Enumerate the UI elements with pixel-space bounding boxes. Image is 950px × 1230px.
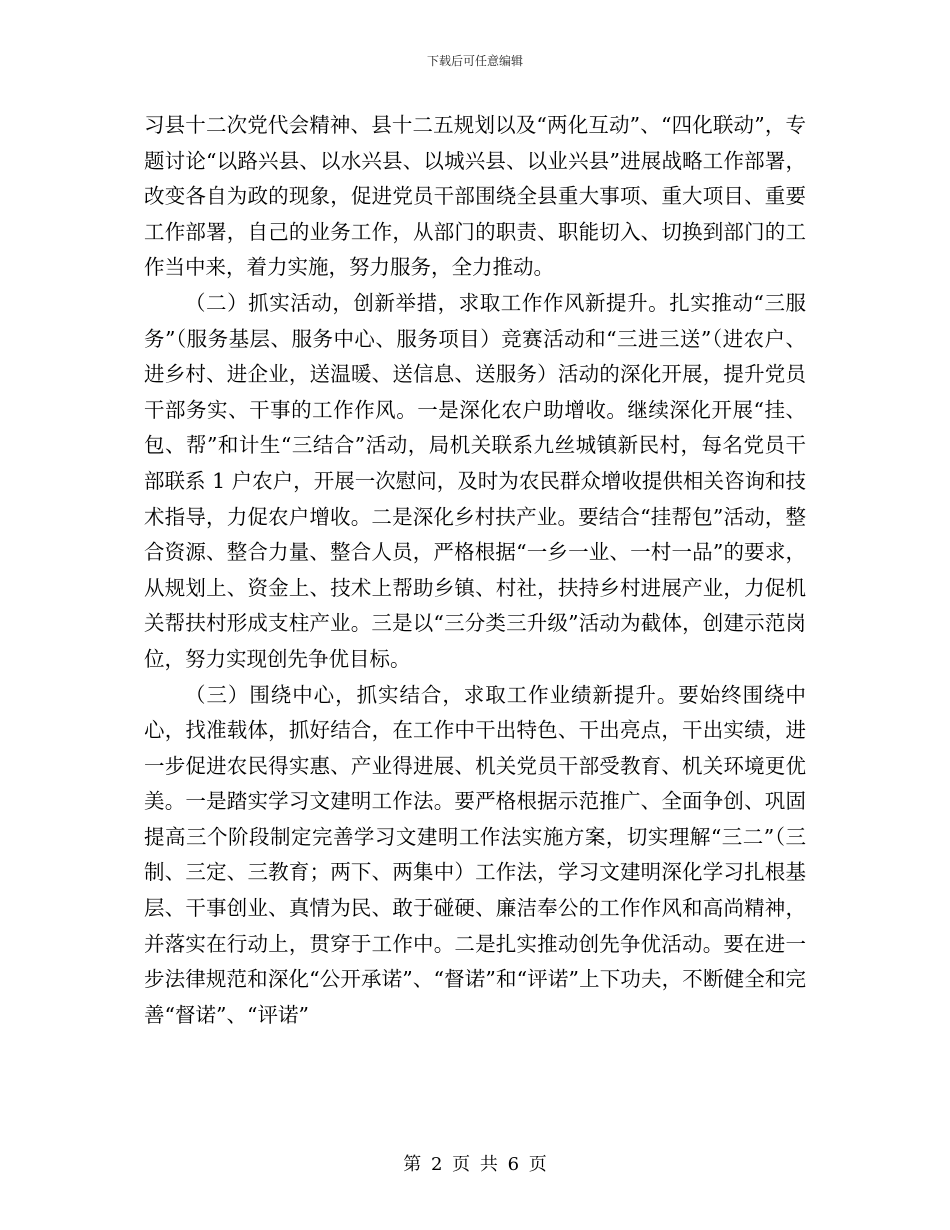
paragraph-section-2: （二）抓实活动，创新举措，求取工作作风新提升。扎实推动“三服务”（服务基层、服务中心、服务项目）竞赛活动和“三进三送”（进农户、进乡村、进企业，送温暖、送信息、送服务）活动的深化开展，提升党员干部务实、干事的工作作风。一是深化农户助增收。继续深化开展“挂、包、帮”和计生“三结合”活动，局机关联系九丝城镇新民村，每名党员干部联系 1 户农户，开展一次慰问，及时为农民群众增收提供相关咨询和技术指导，力促农户增收。二是深化乡村扶产业。要结合“挂帮包”活动，整合资源、整合力量、整合人员，严格根据“一乡一业、一村一品”的要求，从规划上、资金上、技术上帮助乡镇、村社，扶持乡村进展产业，力促机关帮扶村形成支柱产业。三是以“三分类三升级”活动为截体，创建示范岗位，努力实现创先争优目标。: [144, 290, 806, 671]
document-body: [144, 108, 806, 1033]
page-header-note: 下载后可任意编辑: [426, 54, 523, 68]
page-number: 第 2 页 共 6 页: [403, 1154, 547, 1175]
paragraph-section-3: （三）围绕中心，抓实结合，求取工作业绩新提升。要始终围绕中心，找准载体，抓好结合，在工作中干出特色、干出亮点，干出实绩，进一步促进农民得实惠、产业得进展、机关党员干部受教育、机关环境更优美。一是踏实学习文建明工作法。要严格根据示范推广、全面争创、巩固提高三个阶段制定完善学习文建明工作法实施方案，切实理解“三二”（三制、三定、三教育；两下、两集中）工作法，学习文建明深化学习扎根基层、干事创业、真情为民、敢于碰硬、廉洁奉公的工作作风和高尚精神，并落实在行动上，贯穿于工作中。二是扎实推动创先争优活动。要在进一步法律规范和深化“公开承诺”、“督诺”和“评诺”上下功夫，不断健全和完善“督诺”、“评诺”: [144, 682, 806, 1027]
paragraph-continuation: 习县十二次党代会精神、县十二五规划以及“两化互动”、“四化联动”，专题讨论“以路兴县、以水兴县、以城兴县、以业兴县”进展战略工作部署，改变各自为政的现象，促进党员干部围绕全县重大事项、重大项目、重要工作部署，自己的业务工作，从部门的职责、职能切入、切换到部门的工作当中来，着力实施，努力服务，全力推动。: [144, 113, 806, 280]
